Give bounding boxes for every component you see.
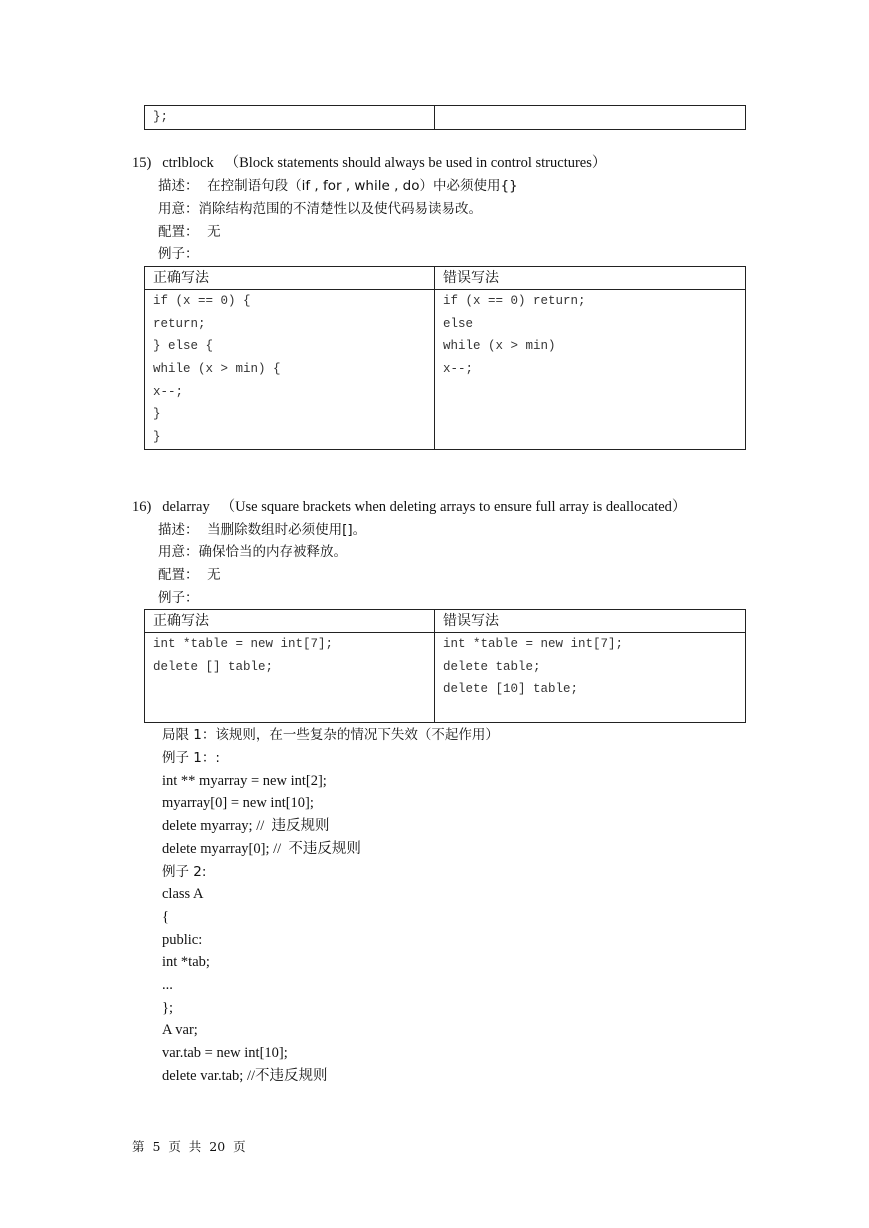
code-line: if (x == 0) return; (443, 294, 586, 308)
table-header-wrong: 错误写法 (435, 610, 746, 633)
text-line: myarray[0] = new int[10]; (162, 795, 314, 812)
code-line: delete [] table; (153, 659, 274, 674)
code-line: } (153, 430, 161, 445)
rule15-purpose: 用意：消除结构范围的不清楚性以及使代码易读易改。 (158, 201, 482, 217)
rule16-limitation: 局限 1：该规则，在一些复杂的情况下失效（不起作用） (162, 727, 499, 743)
table-header-wrong: 错误写法 (435, 267, 746, 290)
text-line: { (162, 908, 169, 925)
text-line: var.tab = new int[10]; (162, 1045, 288, 1062)
text-line: public: (162, 931, 203, 948)
correct-code-cell (145, 290, 435, 450)
code-line: }; (153, 110, 169, 124)
top-table-fragment (144, 105, 746, 130)
text-line: int ** myarray = new int[2]; (162, 772, 327, 789)
top-table-left-cell (145, 106, 435, 130)
text-line: delete var.tab; //不违反规则 (162, 1067, 328, 1084)
code-line: int *table = new int[7]; (443, 637, 624, 651)
text-line: delete myarray[0]; // 不违反规则 (162, 840, 361, 857)
rule16-example-label: 例子： (158, 590, 199, 606)
code-line: delete table; (443, 659, 541, 674)
rule15-config: 配置： 无 (158, 224, 221, 240)
code-line: return; (153, 316, 206, 331)
code-line: while (x > min) (443, 339, 556, 354)
table-header-correct: 正确写法 (145, 267, 435, 290)
wrong-code-cell (435, 633, 746, 723)
page-footer: 第 5 页 共 20 页 (132, 1139, 246, 1154)
rule15-example-label: 例子： (158, 246, 199, 262)
code-line: } (153, 407, 161, 422)
text-line: 例子 2: (162, 863, 207, 880)
code-line: x--; (443, 362, 474, 377)
text-line: delete myarray; // 违反规则 (162, 818, 330, 835)
text-line: 例子 1：: (162, 750, 220, 766)
text-line: int *tab; (162, 954, 210, 971)
code-line: while (x > min) { (153, 362, 281, 377)
rule16-desc: 描述： 当删除数组时必须使用[]。 (158, 522, 367, 538)
rule16-config: 配置： 无 (158, 567, 221, 583)
text-line: class A (162, 886, 204, 903)
code-line: delete [10] table; (443, 682, 579, 697)
text-line: }; (162, 999, 173, 1016)
code-line: else (443, 316, 474, 331)
rule16-extra-examples (162, 747, 762, 1092)
rule15-desc: 描述： 在控制语句段（if , for , while , do）中必须使用{} (158, 178, 518, 194)
code-line: if (x == 0) { (153, 294, 251, 308)
rule16-example-table (144, 609, 746, 723)
code-line: int *table = new int[7]; (153, 637, 334, 651)
rule16-heading: 16) delarray （Use square brackets when deleting arrays to ensure full array is deallocated） (132, 499, 687, 515)
top-table-right-cell (435, 106, 746, 130)
rule16-purpose: 用意：确保恰当的内存被释放。 (158, 544, 347, 560)
code-line: x--; (153, 384, 184, 399)
correct-code-cell (145, 633, 435, 723)
code-line: } else { (153, 339, 214, 354)
text-line: ... (162, 977, 173, 993)
text-line: A var; (162, 1022, 198, 1039)
wrong-code-cell (435, 290, 746, 450)
rule15-example-table (144, 266, 746, 450)
table-header-correct: 正确写法 (145, 610, 435, 633)
rule15-heading: 15) ctrlblock （Block statements should always be used in control structures） (132, 155, 607, 171)
